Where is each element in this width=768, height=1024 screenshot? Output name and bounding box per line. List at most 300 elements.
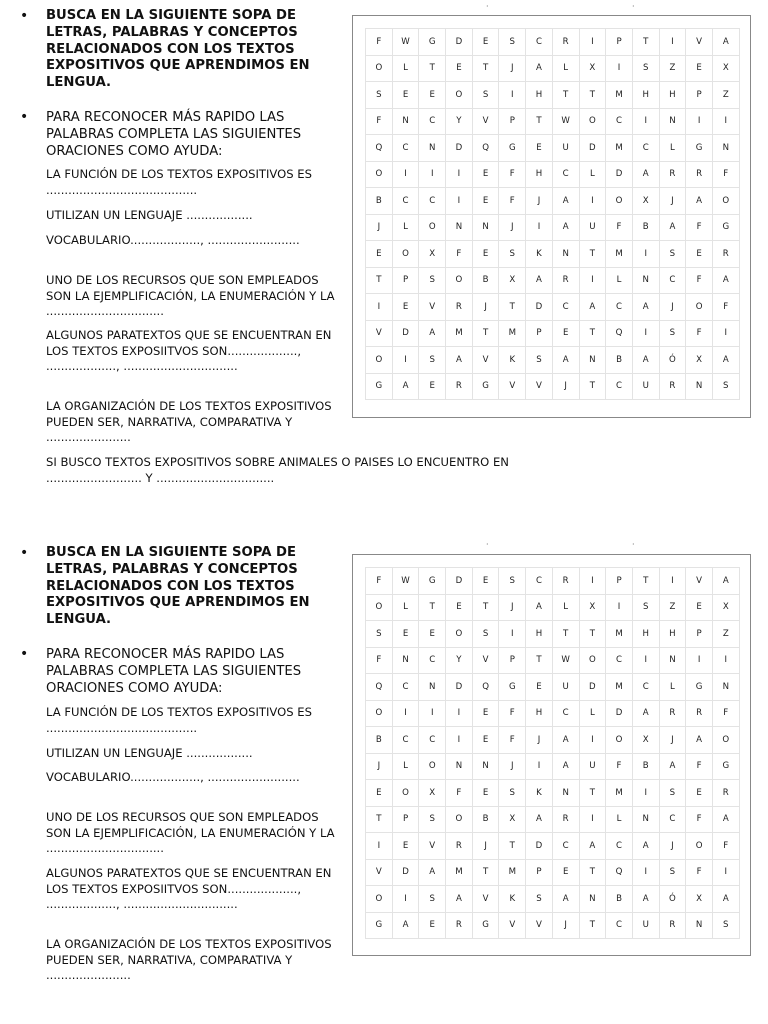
grid-letter[interactable]: C: [552, 161, 579, 188]
grid-letter[interactable]: P: [606, 568, 633, 595]
grid-letter[interactable]: G: [472, 373, 499, 400]
grid-letter[interactable]: A: [686, 727, 713, 754]
grid-letter[interactable]: L: [392, 594, 419, 621]
grid-letter[interactable]: E: [526, 135, 553, 162]
grid-letter[interactable]: J: [552, 373, 579, 400]
grid-letter[interactable]: J: [659, 294, 686, 321]
grid-letter[interactable]: C: [606, 108, 633, 135]
grid-letter[interactable]: L: [659, 674, 686, 701]
grid-letter[interactable]: C: [392, 674, 419, 701]
grid-letter[interactable]: I: [579, 29, 606, 56]
grid-letter[interactable]: O: [446, 621, 473, 648]
grid-letter[interactable]: B: [366, 188, 393, 215]
grid-letter[interactable]: X: [712, 55, 739, 82]
grid-letter[interactable]: O: [392, 780, 419, 807]
grid-letter[interactable]: F: [606, 214, 633, 241]
grid-letter[interactable]: H: [526, 700, 553, 727]
grid-letter[interactable]: I: [579, 267, 606, 294]
grid-letter[interactable]: S: [632, 594, 659, 621]
grid-letter[interactable]: E: [686, 594, 713, 621]
grid-letter[interactable]: M: [606, 82, 633, 109]
grid-letter[interactable]: F: [499, 188, 526, 215]
grid-letter[interactable]: S: [659, 241, 686, 268]
grid-letter[interactable]: I: [446, 700, 473, 727]
grid-letter[interactable]: R: [446, 912, 473, 939]
grid-letter[interactable]: G: [712, 214, 739, 241]
grid-letter[interactable]: W: [552, 108, 579, 135]
grid-letter[interactable]: I: [366, 294, 393, 321]
grid-letter[interactable]: T: [499, 833, 526, 860]
grid-letter[interactable]: I: [392, 347, 419, 374]
grid-letter[interactable]: T: [579, 241, 606, 268]
grid-letter[interactable]: I: [366, 833, 393, 860]
grid-letter[interactable]: F: [686, 267, 713, 294]
grid-letter[interactable]: U: [632, 912, 659, 939]
grid-letter[interactable]: B: [632, 214, 659, 241]
grid-letter[interactable]: Z: [712, 82, 739, 109]
grid-letter[interactable]: B: [632, 753, 659, 780]
grid-letter[interactable]: A: [419, 320, 446, 347]
grid-letter[interactable]: O: [366, 886, 393, 913]
grid-letter[interactable]: M: [606, 135, 633, 162]
grid-letter[interactable]: X: [499, 806, 526, 833]
grid-letter[interactable]: X: [686, 886, 713, 913]
grid-letter[interactable]: N: [579, 347, 606, 374]
grid-letter[interactable]: M: [606, 780, 633, 807]
grid-letter[interactable]: O: [446, 82, 473, 109]
grid-letter[interactable]: D: [579, 135, 606, 162]
grid-letter[interactable]: R: [552, 29, 579, 56]
grid-letter[interactable]: P: [526, 320, 553, 347]
grid-letter[interactable]: N: [472, 214, 499, 241]
grid-letter[interactable]: A: [446, 886, 473, 913]
grid-letter[interactable]: V: [366, 859, 393, 886]
grid-letter[interactable]: I: [392, 886, 419, 913]
grid-letter[interactable]: I: [419, 161, 446, 188]
grid-letter[interactable]: H: [632, 621, 659, 648]
grid-letter[interactable]: D: [526, 294, 553, 321]
grid-letter[interactable]: O: [606, 727, 633, 754]
grid-letter[interactable]: T: [366, 267, 393, 294]
grid-letter[interactable]: I: [446, 188, 473, 215]
grid-letter[interactable]: I: [632, 647, 659, 674]
grid-letter[interactable]: I: [632, 780, 659, 807]
grid-letter[interactable]: C: [419, 647, 446, 674]
grid-letter[interactable]: A: [552, 347, 579, 374]
grid-letter[interactable]: I: [632, 859, 659, 886]
grid-letter[interactable]: I: [446, 161, 473, 188]
grid-letter[interactable]: C: [526, 568, 553, 595]
grid-letter[interactable]: V: [499, 373, 526, 400]
grid-letter[interactable]: I: [392, 700, 419, 727]
grid-letter[interactable]: S: [712, 373, 739, 400]
grid-letter[interactable]: F: [686, 859, 713, 886]
grid-letter[interactable]: F: [366, 29, 393, 56]
grid-letter[interactable]: H: [659, 621, 686, 648]
grid-letter[interactable]: N: [552, 780, 579, 807]
grid-letter[interactable]: A: [632, 886, 659, 913]
grid-letter[interactable]: J: [472, 294, 499, 321]
grid-letter[interactable]: E: [446, 594, 473, 621]
grid-letter[interactable]: X: [419, 241, 446, 268]
grid-letter[interactable]: H: [526, 621, 553, 648]
grid-letter[interactable]: B: [606, 886, 633, 913]
grid-letter[interactable]: K: [499, 347, 526, 374]
grid-letter[interactable]: B: [606, 347, 633, 374]
grid-letter[interactable]: U: [579, 753, 606, 780]
grid-letter[interactable]: A: [552, 214, 579, 241]
grid-letter[interactable]: S: [472, 621, 499, 648]
grid-letter[interactable]: G: [686, 674, 713, 701]
grid-letter[interactable]: C: [606, 294, 633, 321]
grid-letter[interactable]: N: [659, 108, 686, 135]
grid-letter[interactable]: I: [632, 108, 659, 135]
grid-letter[interactable]: E: [552, 320, 579, 347]
grid-letter[interactable]: O: [366, 347, 393, 374]
grid-letter[interactable]: C: [632, 135, 659, 162]
grid-letter[interactable]: A: [712, 267, 739, 294]
grid-letter[interactable]: Ó: [659, 347, 686, 374]
grid-letter[interactable]: A: [446, 347, 473, 374]
grid-letter[interactable]: Q: [366, 674, 393, 701]
grid-letter[interactable]: S: [499, 780, 526, 807]
grid-letter[interactable]: J: [526, 727, 553, 754]
grid-letter[interactable]: D: [446, 568, 473, 595]
grid-letter[interactable]: N: [419, 674, 446, 701]
grid-letter[interactable]: X: [686, 347, 713, 374]
grid-letter[interactable]: R: [552, 568, 579, 595]
grid-letter[interactable]: M: [499, 859, 526, 886]
grid-letter[interactable]: H: [659, 82, 686, 109]
grid-letter[interactable]: J: [499, 55, 526, 82]
grid-letter[interactable]: C: [606, 912, 633, 939]
grid-letter[interactable]: O: [686, 294, 713, 321]
grid-letter[interactable]: B: [472, 267, 499, 294]
grid-letter[interactable]: E: [472, 188, 499, 215]
grid-letter[interactable]: S: [632, 55, 659, 82]
grid-letter[interactable]: E: [552, 859, 579, 886]
grid-letter[interactable]: X: [632, 727, 659, 754]
grid-letter[interactable]: Z: [659, 55, 686, 82]
grid-letter[interactable]: C: [659, 806, 686, 833]
grid-letter[interactable]: F: [499, 727, 526, 754]
grid-letter[interactable]: F: [686, 806, 713, 833]
grid-letter[interactable]: L: [392, 55, 419, 82]
grid-letter[interactable]: Y: [446, 108, 473, 135]
grid-letter[interactable]: C: [392, 135, 419, 162]
grid-letter[interactable]: E: [392, 621, 419, 648]
grid-letter[interactable]: M: [606, 621, 633, 648]
grid-letter[interactable]: A: [712, 886, 739, 913]
grid-letter[interactable]: D: [392, 859, 419, 886]
grid-letter[interactable]: S: [499, 241, 526, 268]
grid-letter[interactable]: R: [659, 373, 686, 400]
grid-letter[interactable]: N: [712, 674, 739, 701]
grid-letter[interactable]: O: [392, 241, 419, 268]
grid-letter[interactable]: V: [472, 886, 499, 913]
grid-letter[interactable]: T: [579, 82, 606, 109]
grid-letter[interactable]: L: [606, 267, 633, 294]
grid-letter[interactable]: F: [606, 753, 633, 780]
grid-letter[interactable]: C: [552, 294, 579, 321]
grid-letter[interactable]: J: [499, 594, 526, 621]
grid-letter[interactable]: S: [526, 886, 553, 913]
grid-letter[interactable]: V: [526, 373, 553, 400]
grid-letter[interactable]: A: [712, 29, 739, 56]
grid-letter[interactable]: A: [392, 912, 419, 939]
grid-letter[interactable]: P: [606, 29, 633, 56]
grid-letter[interactable]: G: [686, 135, 713, 162]
grid-letter[interactable]: J: [526, 188, 553, 215]
grid-letter[interactable]: T: [632, 29, 659, 56]
grid-letter[interactable]: C: [392, 188, 419, 215]
grid-letter[interactable]: G: [499, 135, 526, 162]
grid-letter[interactable]: V: [366, 320, 393, 347]
grid-letter[interactable]: O: [366, 55, 393, 82]
grid-letter[interactable]: P: [499, 647, 526, 674]
grid-letter[interactable]: L: [579, 161, 606, 188]
grid-letter[interactable]: I: [659, 568, 686, 595]
grid-letter[interactable]: F: [686, 753, 713, 780]
grid-letter[interactable]: V: [419, 833, 446, 860]
grid-letter[interactable]: A: [579, 294, 606, 321]
grid-letter[interactable]: R: [712, 241, 739, 268]
grid-letter[interactable]: N: [686, 912, 713, 939]
grid-letter[interactable]: G: [366, 373, 393, 400]
grid-letter[interactable]: I: [419, 700, 446, 727]
grid-letter[interactable]: H: [526, 82, 553, 109]
grid-letter[interactable]: O: [606, 188, 633, 215]
grid-letter[interactable]: T: [472, 859, 499, 886]
grid-letter[interactable]: N: [712, 135, 739, 162]
grid-letter[interactable]: T: [419, 55, 446, 82]
grid-letter[interactable]: T: [579, 320, 606, 347]
grid-letter[interactable]: L: [392, 753, 419, 780]
grid-letter[interactable]: Q: [472, 674, 499, 701]
grid-letter[interactable]: O: [579, 108, 606, 135]
grid-letter[interactable]: X: [579, 55, 606, 82]
grid-letter[interactable]: C: [632, 674, 659, 701]
grid-letter[interactable]: V: [472, 647, 499, 674]
grid-letter[interactable]: T: [579, 621, 606, 648]
grid-letter[interactable]: N: [446, 214, 473, 241]
grid-letter[interactable]: W: [392, 29, 419, 56]
grid-letter[interactable]: F: [712, 700, 739, 727]
grid-letter[interactable]: E: [686, 241, 713, 268]
grid-letter[interactable]: N: [392, 108, 419, 135]
grid-letter[interactable]: D: [446, 29, 473, 56]
grid-letter[interactable]: F: [446, 780, 473, 807]
grid-letter[interactable]: A: [686, 188, 713, 215]
grid-letter[interactable]: J: [499, 753, 526, 780]
grid-letter[interactable]: R: [552, 267, 579, 294]
grid-letter[interactable]: U: [632, 373, 659, 400]
grid-letter[interactable]: H: [632, 82, 659, 109]
grid-letter[interactable]: S: [419, 267, 446, 294]
grid-letter[interactable]: R: [686, 700, 713, 727]
grid-letter[interactable]: F: [366, 568, 393, 595]
grid-letter[interactable]: Q: [366, 135, 393, 162]
grid-letter[interactable]: G: [419, 568, 446, 595]
grid-letter[interactable]: I: [526, 214, 553, 241]
grid-letter[interactable]: S: [659, 780, 686, 807]
grid-letter[interactable]: E: [419, 621, 446, 648]
grid-letter[interactable]: B: [366, 727, 393, 754]
grid-letter[interactable]: O: [446, 806, 473, 833]
grid-letter[interactable]: I: [606, 594, 633, 621]
grid-letter[interactable]: U: [552, 135, 579, 162]
grid-letter[interactable]: S: [419, 886, 446, 913]
grid-letter[interactable]: E: [472, 241, 499, 268]
grid-letter[interactable]: X: [579, 594, 606, 621]
grid-letter[interactable]: O: [366, 594, 393, 621]
grid-letter[interactable]: X: [499, 267, 526, 294]
grid-letter[interactable]: C: [552, 700, 579, 727]
grid-letter[interactable]: A: [392, 373, 419, 400]
grid-letter[interactable]: M: [606, 241, 633, 268]
grid-letter[interactable]: L: [606, 806, 633, 833]
grid-letter[interactable]: M: [446, 859, 473, 886]
grid-letter[interactable]: N: [659, 647, 686, 674]
grid-letter[interactable]: S: [659, 859, 686, 886]
grid-letter[interactable]: T: [419, 594, 446, 621]
grid-letter[interactable]: Q: [606, 320, 633, 347]
grid-letter[interactable]: L: [552, 55, 579, 82]
grid-letter[interactable]: T: [579, 912, 606, 939]
grid-letter[interactable]: E: [392, 82, 419, 109]
grid-letter[interactable]: S: [712, 912, 739, 939]
grid-letter[interactable]: I: [606, 55, 633, 82]
grid-letter[interactable]: O: [686, 833, 713, 860]
grid-letter[interactable]: T: [472, 594, 499, 621]
grid-letter[interactable]: C: [659, 267, 686, 294]
grid-letter[interactable]: P: [392, 806, 419, 833]
grid-letter[interactable]: P: [499, 108, 526, 135]
grid-letter[interactable]: J: [659, 727, 686, 754]
grid-letter[interactable]: L: [659, 135, 686, 162]
grid-letter[interactable]: V: [419, 294, 446, 321]
grid-letter[interactable]: F: [446, 241, 473, 268]
grid-letter[interactable]: A: [712, 806, 739, 833]
grid-letter[interactable]: S: [472, 82, 499, 109]
grid-letter[interactable]: E: [472, 780, 499, 807]
grid-letter[interactable]: E: [526, 674, 553, 701]
grid-letter[interactable]: V: [472, 108, 499, 135]
grid-letter[interactable]: S: [419, 347, 446, 374]
grid-letter[interactable]: P: [686, 82, 713, 109]
grid-letter[interactable]: T: [579, 780, 606, 807]
grid-letter[interactable]: A: [712, 347, 739, 374]
grid-letter[interactable]: X: [632, 188, 659, 215]
grid-letter[interactable]: C: [419, 108, 446, 135]
grid-letter[interactable]: I: [686, 647, 713, 674]
grid-letter[interactable]: C: [392, 727, 419, 754]
grid-letter[interactable]: J: [499, 214, 526, 241]
grid-letter[interactable]: A: [659, 753, 686, 780]
grid-letter[interactable]: T: [632, 568, 659, 595]
grid-letter[interactable]: I: [499, 82, 526, 109]
grid-letter[interactable]: L: [392, 214, 419, 241]
grid-letter[interactable]: I: [579, 568, 606, 595]
grid-letter[interactable]: G: [419, 29, 446, 56]
grid-letter[interactable]: N: [392, 647, 419, 674]
grid-letter[interactable]: G: [712, 753, 739, 780]
grid-letter[interactable]: E: [366, 780, 393, 807]
grid-letter[interactable]: O: [419, 753, 446, 780]
grid-letter[interactable]: R: [446, 294, 473, 321]
grid-letter[interactable]: S: [419, 806, 446, 833]
grid-letter[interactable]: R: [712, 780, 739, 807]
grid-letter[interactable]: A: [632, 700, 659, 727]
grid-letter[interactable]: F: [686, 214, 713, 241]
grid-letter[interactable]: W: [552, 647, 579, 674]
grid-letter[interactable]: S: [526, 347, 553, 374]
grid-letter[interactable]: F: [499, 700, 526, 727]
grid-letter[interactable]: N: [686, 373, 713, 400]
grid-letter[interactable]: T: [552, 621, 579, 648]
grid-letter[interactable]: V: [686, 29, 713, 56]
grid-letter[interactable]: E: [686, 780, 713, 807]
grid-letter[interactable]: I: [632, 241, 659, 268]
grid-letter[interactable]: I: [526, 753, 553, 780]
grid-letter[interactable]: L: [579, 700, 606, 727]
grid-letter[interactable]: T: [366, 806, 393, 833]
grid-letter[interactable]: R: [659, 161, 686, 188]
grid-letter[interactable]: D: [606, 161, 633, 188]
grid-letter[interactable]: J: [552, 912, 579, 939]
grid-letter[interactable]: J: [366, 753, 393, 780]
grid-letter[interactable]: E: [472, 568, 499, 595]
grid-letter[interactable]: R: [446, 833, 473, 860]
grid-letter[interactable]: A: [526, 594, 553, 621]
grid-letter[interactable]: T: [472, 320, 499, 347]
grid-letter[interactable]: I: [712, 647, 739, 674]
grid-letter[interactable]: E: [392, 294, 419, 321]
grid-letter[interactable]: R: [686, 161, 713, 188]
grid-letter[interactable]: I: [579, 188, 606, 215]
grid-letter[interactable]: L: [552, 594, 579, 621]
grid-letter[interactable]: O: [366, 700, 393, 727]
grid-letter[interactable]: T: [499, 294, 526, 321]
grid-letter[interactable]: T: [526, 647, 553, 674]
grid-letter[interactable]: C: [606, 833, 633, 860]
grid-letter[interactable]: I: [659, 29, 686, 56]
grid-letter[interactable]: O: [446, 267, 473, 294]
grid-letter[interactable]: N: [632, 267, 659, 294]
grid-letter[interactable]: O: [712, 188, 739, 215]
grid-letter[interactable]: P: [392, 267, 419, 294]
grid-letter[interactable]: S: [366, 82, 393, 109]
grid-letter[interactable]: Z: [659, 594, 686, 621]
grid-letter[interactable]: I: [712, 320, 739, 347]
grid-letter[interactable]: K: [526, 241, 553, 268]
grid-letter[interactable]: C: [526, 29, 553, 56]
grid-letter[interactable]: I: [392, 161, 419, 188]
grid-letter[interactable]: A: [552, 753, 579, 780]
grid-letter[interactable]: E: [472, 727, 499, 754]
grid-letter[interactable]: I: [446, 727, 473, 754]
grid-letter[interactable]: Z: [712, 621, 739, 648]
grid-letter[interactable]: R: [659, 700, 686, 727]
grid-letter[interactable]: F: [499, 161, 526, 188]
grid-letter[interactable]: U: [579, 214, 606, 241]
grid-letter[interactable]: E: [472, 161, 499, 188]
grid-letter[interactable]: C: [606, 373, 633, 400]
grid-letter[interactable]: A: [632, 833, 659, 860]
grid-letter[interactable]: P: [526, 859, 553, 886]
grid-letter[interactable]: S: [366, 621, 393, 648]
grid-letter[interactable]: D: [606, 700, 633, 727]
